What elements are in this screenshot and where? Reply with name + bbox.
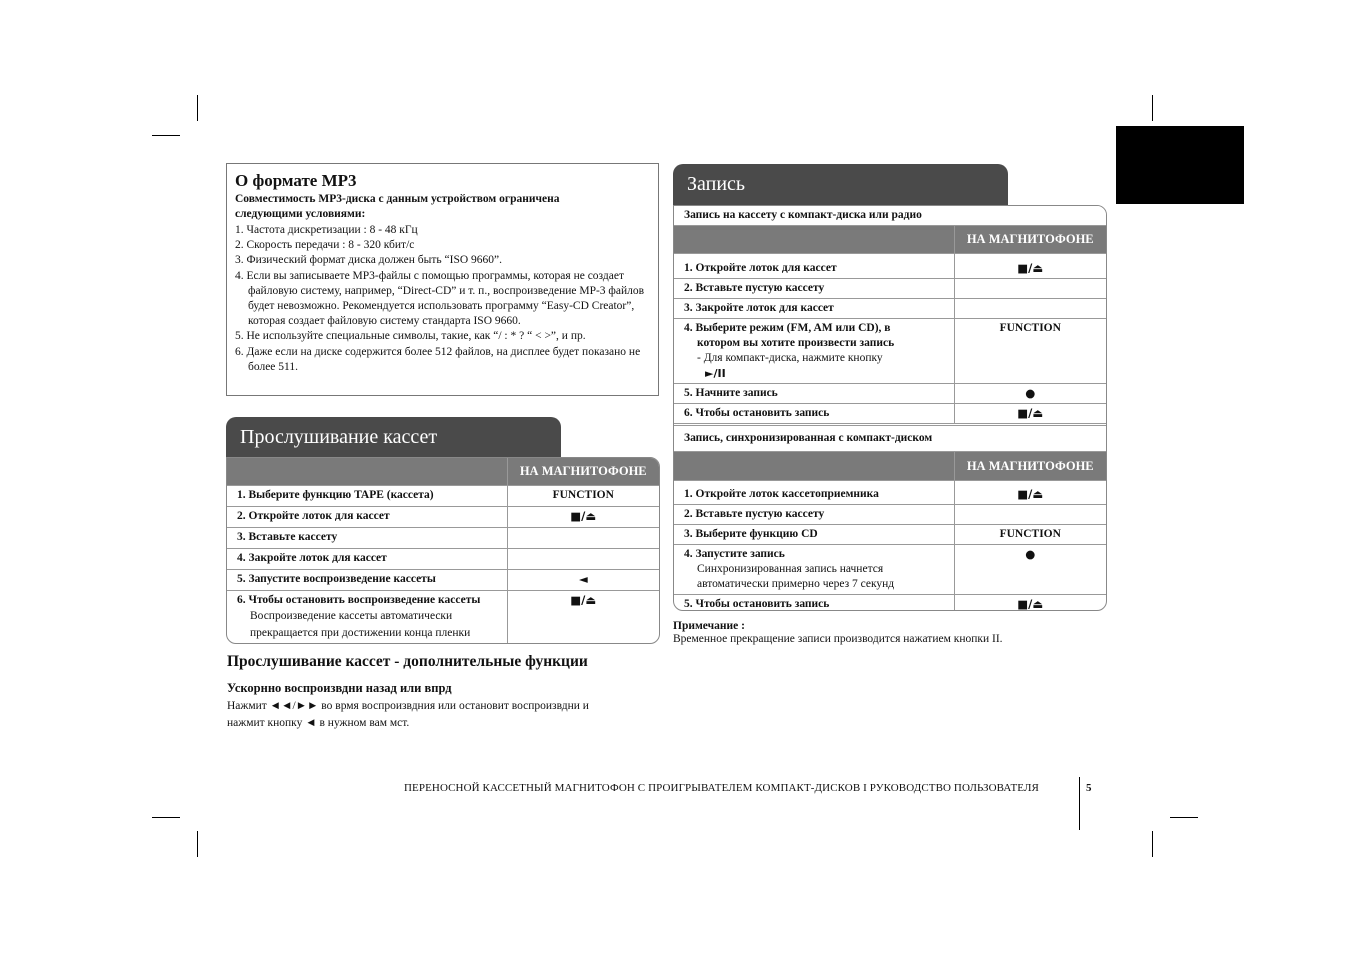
column-header: НА МАГНИТОФОНЕ: [954, 452, 1106, 481]
table-title: Запись на кассету с компакт-диска или радио: [674, 206, 1106, 226]
fast-wind-subheading: Ускорнно воспроизвдни назад или впрд: [227, 681, 452, 695]
stop-eject-icon: ■/⏏: [954, 254, 1106, 279]
mp3-subtitle-line: следующими условиями:: [235, 208, 366, 220]
language-tab-marker: [1116, 126, 1244, 204]
table-row: 6. Чтобы остановить воспроизведение кассеты Воспроизведение кассеты автоматически прекращается при достижении конца пленки ■/⏏: [227, 591, 659, 645]
table-title-row: [674, 206, 1106, 226]
fast-wind-text: Нажмит ◄◄/►► во врмя воспроизвдния или остановит воспроизвдни и: [227, 700, 589, 712]
stop-eject-icon: ■/⏏: [954, 481, 1106, 505]
note-label: Примечание :: [673, 620, 745, 632]
play-pause-icon: ►/II: [705, 367, 726, 380]
crop-mark: [1170, 817, 1198, 818]
crop-mark: [197, 831, 198, 857]
note-text: Временное прекращение записи производится нажатием кнопки II.: [673, 633, 1003, 645]
stop-eject-icon: ■/⏏: [507, 507, 659, 528]
table-row: 4. Выберите режим (FM, AM или CD), в котором вы хотите произвести запись - Для компакт-диска, нажмите кнопку ►/II FUNCTION: [674, 319, 1106, 384]
extra-functions-heading: Прослушивание кассет - дополнительные функции: [227, 653, 588, 670]
stop-eject-icon: ■/⏏: [954, 595, 1106, 612]
mp3-title: О формате MP3: [235, 171, 357, 190]
table-row: 3. Выберите функцию CD FUNCTION: [674, 525, 1106, 545]
table-row: 1. Выберите функцию TAPE (кассета) FUNCTION: [227, 486, 659, 507]
table-title: Запись, синхронизированная с компакт-диском: [674, 425, 1106, 452]
play-reverse-icon: ◄: [507, 570, 659, 591]
crop-mark: [152, 135, 180, 136]
crop-mark: [197, 95, 198, 121]
mp3-subtitle-line: Совместимость MP3-диска с данным устройством ограничена: [235, 193, 560, 205]
stop-eject-icon: ■/⏏: [954, 404, 1106, 425]
column-header: НА МАГНИТОФОНЕ: [954, 226, 1106, 254]
table-row: 1. Откройте лоток кассетоприемника ■/⏏: [674, 481, 1106, 505]
table-row: 2. Вставьте пустую кассету: [674, 505, 1106, 525]
function-button-label: FUNCTION: [507, 486, 659, 507]
table-header-row: [674, 226, 1106, 254]
table-header-row: [674, 452, 1106, 481]
table-row: 2. Откройте лоток для кассет ■/⏏: [227, 507, 659, 528]
table-row: 5. Начните запись ●: [674, 384, 1106, 404]
table-row: 3. Закройте лоток для кассет: [674, 299, 1106, 319]
table-row: 5. Чтобы остановить запись ■/⏏: [674, 595, 1106, 612]
list-item: 4. Если вы записываете MP3-файлы с помощью программы, которая не создает файловую систему, например, “Direct-CD” и т. п., воспроизведение MP-3 файлов будет невозможно. Рекомендуется использовать программу “Easy-CD Creator”, которая создает файловую систему стандарта ISO 9660.: [235, 269, 645, 328]
table-row: 1. Откройте лоток для кассет ■/⏏: [674, 254, 1106, 279]
footer-divider: [1079, 777, 1080, 830]
fast-wind-text: нажмит кнопку ◄ в нужном вам мст.: [227, 717, 410, 729]
list-item: 1. Частота дискретизации : 8 - 48 кГц: [235, 224, 418, 236]
column-header: НА МАГНИТОФОНЕ: [507, 458, 659, 486]
mp3-conditions-list: [235, 223, 650, 375]
section-tab-playback: Прослушивание кассет: [226, 417, 561, 457]
list-item: 2. Скорость передачи : 8 - 320 кбит/с: [235, 239, 415, 252]
crop-mark: [152, 817, 180, 818]
function-button-label: FUNCTION: [954, 319, 1106, 384]
crop-mark: [1152, 95, 1153, 121]
table-row: 5. Запустите воспроизведение кассеты ◄: [227, 570, 659, 591]
recording-steps-table: [673, 205, 1107, 611]
table-row: 4. Запустите запись Синхронизированная запись начнется автоматически примерно через 7 секунд ●: [674, 545, 1106, 595]
table-title-row: [674, 425, 1106, 452]
list-item: 6. Даже если на диске содержится более 512 файлов, на дисплее будет показано не более 511.: [235, 345, 641, 373]
section-tab-recording: Запись: [673, 164, 1008, 205]
footer-title: ПЕРЕНОСНОЙ КАССЕТНЫЙ МАГНИТОФОН С ПРОИГРЫВАТЕЛЕМ КОМПАКТ-ДИСКОВ I РУКОВОДСТВО ПОЛЬЗОВАТЕЛЯ: [404, 782, 1039, 794]
mp3-info-box: [226, 163, 659, 396]
stop-eject-icon: ■/⏏: [507, 591, 659, 645]
page-number: 5: [1086, 782, 1092, 794]
function-button-label: FUNCTION: [954, 525, 1106, 545]
record-icon: ●: [954, 384, 1106, 404]
table-row: 6. Чтобы остановить запись ■/⏏: [674, 404, 1106, 425]
table-row: 2. Вставьте пустую кассету: [674, 279, 1106, 299]
table-header-row: [227, 458, 659, 486]
list-item: 5. Не используйте специальные символы, такие, как “/ : * ? “ < >”, и пр.: [235, 330, 586, 343]
table-row: 4. Закройте лоток для кассет: [227, 549, 659, 570]
crop-mark: [1152, 831, 1153, 857]
list-item: 3. Физический формат диска должен быть “ISO 9660”.: [235, 254, 502, 267]
record-icon: ●: [954, 545, 1106, 595]
playback-steps-table: [226, 457, 660, 644]
table-row: 3. Вставьте кассету: [227, 528, 659, 549]
